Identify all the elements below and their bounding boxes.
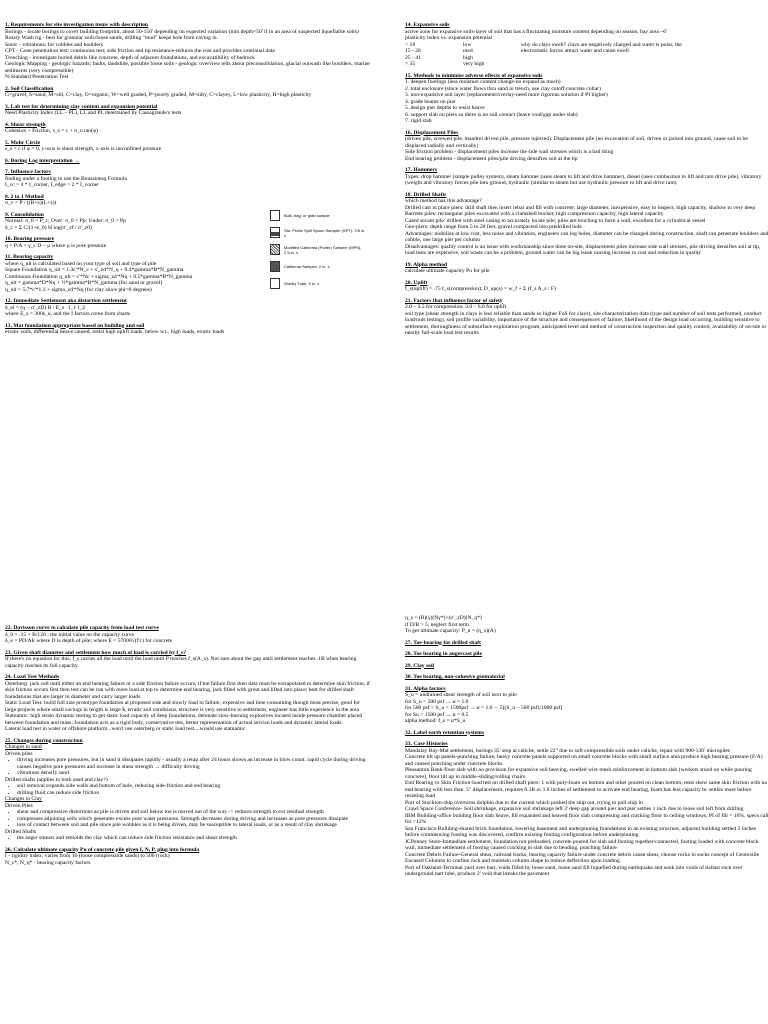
section-heading: 22. Davisson curve to calculate pile capacity from load test curve [5, 625, 159, 631]
section-line: Side friction problem - displacement piles increase the side wall stresses which is a bad thing [405, 149, 614, 155]
section-line: Square Foundation q_ult = 1.3c'*N_c + s'_zd*N_q + 0.4*gamma*B*N_gamma [5, 267, 184, 273]
table-cell: high [463, 54, 473, 61]
section-heading: 29. Clay soil [405, 662, 435, 669]
section-heading: 10. Bearing pressure [5, 236, 55, 242]
sampler-symbol-icon [270, 244, 280, 255]
section [405, 167, 768, 187]
section-line: Port of Oakland-Terminal yard over bart, voids filled by loose sand, loose sand fill liquefied during earthquake and sunk into voids of ballast rock over underground bart tube, produce 2' void that breaks the pavement [405, 864, 743, 877]
section-heading: 7. Influence factors [5, 169, 51, 175]
section-line: Sonic - vibrations; for cobbles and boulders [5, 41, 103, 48]
sampler-symbol-icon [270, 210, 280, 221]
section-heading: 23. Given shaft diameter and settlement how much of load is carried by f_s? [5, 649, 187, 656]
section-line: N-Standard Penetration Test [5, 74, 69, 80]
changes-list [5, 757, 370, 777]
legend-row [270, 227, 368, 238]
section-line: Pleasanton Bank-floor slab with no provision for expansive soil heaving, swelled wire mesh reinforcement in bottom slab (workers stood on while pouring concrete), floor tilt up in middle-sliding/rolling chairs [405, 767, 752, 780]
section-line: q = P/A + γ_c D − μ where μ is pore pressure [5, 242, 107, 249]
section [5, 104, 370, 117]
section-line: Geologic Mapping - geologic hazards; faults, landslide, possible loose soils - geologic overview tells about preconsolidation, glacial outwash like boulders, marine sediments (very compressible) [5, 61, 370, 74]
section [5, 22, 370, 81]
section-line: q_ult = gamma*D*Nq + ½*gamma*B*N_gamma (for sand or gravel) [5, 280, 163, 286]
section-line: 5. design pier depths to resist heave [405, 105, 485, 111]
table-cell: 25 - 41 [405, 54, 421, 61]
section-line: 7. rigid slab [405, 118, 432, 124]
section-heading: 2. Soil Classification [5, 85, 54, 92]
section-line: Barrette piles: rectangular piles excavated with a clamshell bucket; high compression capacity, high lateral capacity [405, 211, 664, 217]
legend-label: Shelby Tube, 3 in. x [284, 281, 320, 286]
section-heading: 21. Factors that influence factor of safety [405, 297, 503, 304]
boring-log-legend [270, 210, 368, 295]
section-line: To get ultimate capacity: P_u = (q_s)(A) [405, 628, 496, 634]
section-heading: 17. Hammers [405, 167, 438, 173]
section-line: CPT - Cone penetration test; continuous test; side friction and tip resistance-reduces the cost and provides continual data [5, 48, 275, 54]
section [5, 158, 370, 165]
section [405, 262, 768, 275]
section-line: δ_c = Σ C/(1+e_0) H log(σ'_zf / σ'_z0) [5, 224, 92, 231]
section-heading: 14. Expansive soils [405, 22, 450, 28]
section-line: Rotary Wash rig - best for granular soils/loose sands, drilling "mud" keeps hole from caving in. [5, 35, 218, 41]
section-line: active zone for expansive soils-layer of soil that has a fluctuating moisture content depending on season, bay area ~6' [405, 28, 668, 35]
section [5, 169, 370, 189]
section-heading: 26. Calculate ultimate capacity Pu of concrete pile given I, N, P. plug into formula [5, 846, 200, 853]
table-cell: > 35 [405, 61, 416, 67]
section-line: 2. total enclosure (since water flows thru sand in trench, use clay cutoff concrete collar) [405, 85, 601, 92]
section-line: End Bearing vs Skin Friction-load test on drilled shaft piers: 1 with poly-foam on bottom and other poured on clean bottom; tests show same skin friction with no end bearing with less than .5" displacement, requires 0.1B or 1.8 inches of settlement to activate end bearing, foam has less capacity bc settles more before resisting load [405, 780, 768, 799]
section-line: Cohesion + Friction, s_s = c + σ_n tan(φ) [5, 128, 98, 134]
section-line: Lateral load test in water or offshore platform...won't use osterberg or static load test....would use statnamic [5, 726, 246, 732]
section-line: Concrete Debris Failure-General shear, railroad tracks, bearing capacity failure under concrete debris cause shear, choose rocks in socks concept of Geotextile Encased Columns to confine rock and maintain column shape to reduce deflection upon loading [405, 851, 760, 864]
section [405, 22, 768, 68]
section-line: I - rigidity index; varies from 10 (loose compressible sands) to 500 (rock) [5, 853, 170, 859]
section-heading: 5. Mohr Circle [5, 139, 41, 146]
section-heading: 20. Uplift [405, 279, 428, 286]
section-line: Statnamic: high strain dynamic testing to get static load capacity of deep foundations, detonate slow-burning explosives located inside pressure chamber placed between foundation and mass; foundation acts as a rigid body, conservative test, better representation of actual service loads and dynamic lateral loads [5, 713, 363, 726]
legend-label: Bulk, bag, or grab sample [284, 213, 330, 218]
section-line: where E_s = 300s_u, and the I factors come from charts [5, 311, 131, 317]
section-heading: 3. Lab test for determining clay content and expansion potential [5, 103, 158, 110]
table-cell: < 18 [405, 41, 416, 48]
section-heading: 12. Immediate Settlement aka distortion settlement [5, 298, 127, 304]
sampler-symbol-icon [270, 261, 280, 272]
section [5, 140, 370, 153]
section-line: San Francisco Building-shared brick foundation, lowering basement and underpinning foundations to an existing structure, adjacent building settled 2 inches before commencing footing was discovered, confirm existing footing configuration before underpinning [405, 825, 757, 838]
section-line: erratic soils, differential heave caused, resist high uplift loads, below w.t., high loads, erratic loads [5, 329, 225, 335]
plasticity-table [405, 42, 768, 68]
section-line: calculate ultimate capacity Pu for pile [405, 268, 490, 274]
section [405, 298, 768, 337]
section-line: Mandalay Bay-Mat settlement, borings 35' stop at caliche, settle 22" due to soft compressible soils under caliche, repair with 900-130' micropiles [405, 747, 731, 754]
sampler-symbol-icon [270, 227, 280, 238]
section [5, 625, 370, 645]
section-heading: 24. Load Test Methods [5, 674, 60, 680]
section-line: for Su > 1500 psf → α = 0.5 [405, 711, 469, 718]
section [5, 650, 370, 670]
changes-subheading: Driven piles [5, 750, 33, 757]
table-cell: electrostatic forces attract water and cause swell [521, 48, 629, 54]
section [405, 73, 768, 125]
changes-item: • vibrations densify sand [17, 770, 370, 777]
legend-row [270, 210, 368, 221]
section [405, 741, 768, 878]
changes-item: • compresses adjoining soils which generates excess pore water pressures. Strength decreases during driving and increases as pore pressures dissipate [17, 816, 370, 823]
section-line: If there's no equation for this, f_s carries all the load until the load until P reaches f_s(A_s). Not sure about the gap until settlement reaches .1B when bearing capacity reaches its full capacity. [5, 656, 357, 669]
section-line: Need Plasticity Index (LL – PL), LL and PL determined by Cassagrande's tests [5, 110, 182, 116]
changes-item: • driving increases pore pressures, but in sand it dissipates rapidly - usually a retap after 24 hours shows an increase in blow count. rapid cycle during driving causes negative pore pressures and increase in shear strength → difficulty driving [17, 757, 370, 770]
section-line: if D/B > 5, neglect first term [405, 621, 469, 628]
section-heading: 9. Consolidation [5, 211, 44, 218]
legend-label: Modified California (Porter) Sampler (MPS), 2.5 in. x [284, 244, 362, 255]
section-line: where q_ult is calculated based on your type of soil and type of pile [5, 260, 157, 267]
legend-label: California Sampler, 2 in. x [284, 264, 330, 269]
section-line: 6. support slab on piers so there is no soil contact (leave void/gap under slab) [405, 111, 578, 118]
table-cell [521, 61, 768, 68]
section-heading: 4. Shear strength [5, 121, 46, 128]
section-line: Osterberg: jack cell until either an end bearing failure or a side friction failure occurs, if toe failure first then data must be extrapolated to determine skin friction, if skin friction occurs first then test can be run with more load at top to determine end bearing, jack filled with grout and lifted into place; best for drilled shaft foundations that are larger in diameter and carry larger loads [5, 680, 370, 700]
legend-row [270, 244, 368, 255]
section-line: Advantages: mobilize at low cost, less noise and vibration, engineers can log holes, diameter can be changed during construction, shaft can penetrate boulders and cobble, one large pier per column [405, 230, 768, 243]
section-line: Trenching - investigate buried debris like concrete, depth of adjacent foundations, and excavatibility of bedrock [5, 54, 255, 61]
section-heading: 11. Bearing capacity [5, 254, 54, 260]
section-line: soil type (shear strength in clays is less reliable than sands so higher FoS for clays), site characterization data (type and number of soil tests performed, conduct load/nuts testing), soil profile variability, importance of the structure and consequences of failure, likelihood of the design load occurring, building sensitive to settlement, thoroughness of subsurface exploration program, anticipated level and method of construction inspection and quality control, availability of on-site or nearby full-scale load test results [405, 310, 767, 336]
changes-heading: Changes in Clay [5, 796, 42, 802]
section-line: S_u = undrained shear strength of soil next to pile [405, 692, 517, 698]
right-column-bottom [405, 615, 768, 883]
section-line: Crawl Space Conference- Soil shrinkage, expansive soil shrinkage left 3' deep gap around pier and pier settles 1 inch due to loose soil left from drilling [405, 806, 744, 812]
section [405, 674, 768, 681]
section-line: alpha method: f_s = α*S_u [405, 718, 466, 724]
changes-list [5, 835, 370, 842]
changes-subheading: Drilled shafts (applies to both sand and clay?) [5, 776, 108, 783]
section [5, 847, 370, 867]
table-cell: med [463, 48, 473, 54]
section-line: IBM Building-office building floor slab heave, fill expanded and heaved floor slab compressing and cracking floor to ceiling windows, PI of fill = 16%, specs call for <12% [405, 812, 768, 825]
section-line: f_s(uplift) = .75 f_s(compression); D_up(a) = w_f + Σ (f_s A_s / F) [405, 286, 556, 292]
section-line: Port of Stockton-ship overturns dolphin due to the current which pushed the ship out, trying to pull ship in [405, 799, 643, 806]
section-heading: 32. Label earth retention systems [405, 729, 484, 736]
section-line: plasticity index vs. expansion potential [405, 35, 493, 41]
section [405, 615, 768, 635]
section [5, 122, 370, 135]
table-cell: 15 - 28 [405, 48, 421, 54]
table-cell: low [463, 41, 472, 48]
section-heading: 8. 2 to 1 Method [5, 193, 44, 200]
section-line: G=gravel, S=sand, M=silt, C=clay, O=organic, W=well graded, P=poorly graded, M=silty, C=clayey, L=low plasticity, H=high plasticity [5, 92, 312, 98]
section-line: which method has this advantage? [405, 198, 482, 204]
changes-list [5, 783, 370, 796]
section-line: Drilled cast in place piers: drill shaft then insert rebar and fill with concrete; large diameter, inexpensive, easy to inspect, high capacity, shallow to very deep [405, 204, 756, 211]
section-line: End bearing problem - displacement piles/pile driving densifies soil at the tip [405, 155, 578, 162]
section-heading: 19. Alpha method [405, 261, 448, 268]
sampler-symbol-icon [270, 278, 280, 289]
changes-item: • shear and compressive distortions as pile is driven and soil below toe is moved out of the way -> reduces strength to ext residual strength [17, 809, 370, 816]
section-line: 2.0 – 3.5 for compression; 3.0 – 6.0 for uplift [405, 304, 507, 310]
changes-subheading: Drilled Shafts [5, 828, 37, 835]
changes-item: • the auger smears and remolds the clay which can reduce side friction resistance and shear strength [17, 835, 370, 842]
changes-subheading: Driven Piles [5, 802, 33, 809]
section-line: δ_el = (q − σ'_zD) B / E_s · I_1 I_2 [5, 304, 86, 311]
section-heading: 1. Requirements for site investigation items with description [5, 22, 149, 28]
section-heading: 15. Methods to minimize adverse effects of expansive soils [405, 72, 543, 79]
section-line: 4. grade beams on pier [405, 98, 456, 105]
section [5, 323, 370, 336]
changes-heading: Changes in sand [5, 744, 42, 750]
section-heading: 31. Alpha factors [405, 685, 446, 692]
section-line: Borings - locate borings to cover building footprint, about 50-150' depending on expected variation (min depth=50' if in an area of suspected liquefiable soils) [5, 28, 359, 35]
section [405, 640, 768, 647]
section [405, 663, 768, 670]
legend-label: Std. Probe Split Spoon Sampler (SPT), 7/8 in. x [284, 227, 366, 238]
changes-item: • loss of contact between soil and pile since pile wobbles as it is being driven, may be susceptible to lateral loads, or as a result of clay shrinkage [17, 822, 370, 829]
section-line: 1. deepen footings (less moisture content change-no expand as much) [405, 79, 561, 85]
section [405, 192, 768, 257]
section [405, 280, 768, 293]
section-heading: 25. Changes during construction [5, 737, 83, 744]
section-heading: 13. Mat foundation appropriate based on building and soil [5, 322, 145, 329]
section [5, 86, 370, 99]
section-line: Disadvantages: quality control is an issue with workmanship since done on-site, displacement piles increase side wall stresses, pile driving densifies soil at tip, load tests are expensive, soil waste can be a problem, ground water can be big issue causing increase in cost and reduction in quality [405, 243, 761, 256]
section-line: Normal: σ_0 = P_c; Over: σ_0 < Pp; Under: σ_0 > Pp [5, 218, 126, 224]
section-line: Continuous Foundation q_ult = c'*Nc + sigma_zd'*Nq + 0.5*gamma*B*N_gamma [5, 273, 193, 280]
section [405, 130, 768, 163]
section-heading: 18. Drilled Shafts [405, 191, 447, 198]
section-heading: 28. Toe bearing in augercast pile [405, 651, 482, 657]
section-heading: 27. Toe-bearing for drilled shaft [405, 639, 481, 646]
section-line: for S_u < 500 psf → α = 1.0 [405, 698, 469, 705]
section-line: q_ult = 5.7*c'*1.3 + sigma_zd'*Nq (for clay since phi=0 degrees) [5, 286, 152, 293]
right-column-top [405, 22, 768, 342]
section [5, 298, 370, 318]
table-cell: very high [463, 61, 485, 67]
section [405, 686, 768, 725]
legend-row [270, 278, 368, 289]
section-line: Geo-piers: depth range from 5 to 20 feet, gravel compacted into predrilled hole [405, 224, 582, 230]
section-line: Concrete tilt up panels-punching failure, heavy concrete panels supported on small concrete blocks with small surface area produce high bearing pressure (F/A) and caused punching under concrete blocks [405, 754, 763, 767]
legend-row [270, 261, 368, 272]
section-line: Types: drop hammer (simple pulley system), steam hammer (uses steam to lift and drive hammer), diesel (uses combustion to lift and ram drive pile), vibratory (weight and vibratory forces pile into ground, hydraulic (similar to steam but use hydraulic pressure to lift and drive ram) [405, 173, 762, 186]
section-heading: 30. Toe bearing, non-cohesive geomaterial [405, 674, 505, 680]
left-column-bottom [5, 625, 370, 871]
section-line: 3. non-expansive soil layer (replacement/overlay-need more rigorous solution if PI higher) [405, 92, 608, 98]
section [5, 674, 370, 733]
section-line: N_c*, N_q* - bearing capacity factors [5, 859, 91, 866]
section-line: (driven pile, screwed pile, mandrel driven pile, pressure injected). Displacement pile (no excavation of soil, driven or jacked into ground, cause soil to be displaced radially and vertically) [405, 136, 748, 149]
section-line: JCPenney Store-Immediate settlement, foundation not preloaded, concrete poured for slab and footing together/connected, footing loaded with concrete block wall, immediate settlement of footing caused cracking in slab due to bending, punching failure [405, 838, 759, 851]
changes-item: • soil removal expands side walls and bottom of hole, reducing side-friction and end bearing [17, 783, 370, 790]
section-line: I_cc = 4 * I_corner, I_edge = 2 * I_corner [5, 182, 99, 188]
section-line: for 500 psf < S_u < 1500psf → α = 1.0 − .5[(S_u − 500 psf)/1000 psf] [405, 705, 563, 711]
section [5, 738, 370, 842]
section-line: s_s = c if φ = 0, y-axis is shear strength, x-axis is unconfined pressure [5, 146, 162, 152]
section-line: Static Load Test: build full size prototype foundation at proposed side and slowly load to failure, expensive and time consuming though most precise, good for large projects where small savings in length is large $, erratic soil conditions, structure is very sensitive to settlement, engineer has little experience in the area [5, 700, 360, 713]
section [5, 194, 370, 207]
section [405, 651, 768, 658]
table-cell: why do clays swell? clays are negatively charged and water is polar, the [521, 41, 682, 48]
changes-list [5, 809, 370, 829]
section-line: δ_0 = .15 + B/120 ; the initial value on the capacity curve [5, 631, 135, 638]
section-heading: 16. Displacement Piles [405, 129, 459, 136]
section-heading: 33. Case Histories [405, 741, 448, 747]
section-line: Cased secant pile: drilled with steel casing to accurately locate pile; piles are touching to form a wall, excellent for a cylindrical vessel [405, 217, 706, 224]
section-line: δ_e = PD/AE where D is depth of pile; where E = 57000√(f'c) for concrete [5, 638, 173, 644]
section-heading: 6. Boring Log interpretation → [5, 157, 80, 164]
section-line: σ_v = P / ((B+z)(L+z)) [5, 200, 57, 206]
section-line: q_s = (B)(γ)(Nγ*)+(σ'_zD)(N_q*) [405, 615, 482, 621]
section [405, 730, 768, 737]
section-line: finding under a footing to use the Boussinesq Formula [5, 175, 127, 182]
changes-item: • drilling fluid can reduce side friction [17, 790, 370, 797]
